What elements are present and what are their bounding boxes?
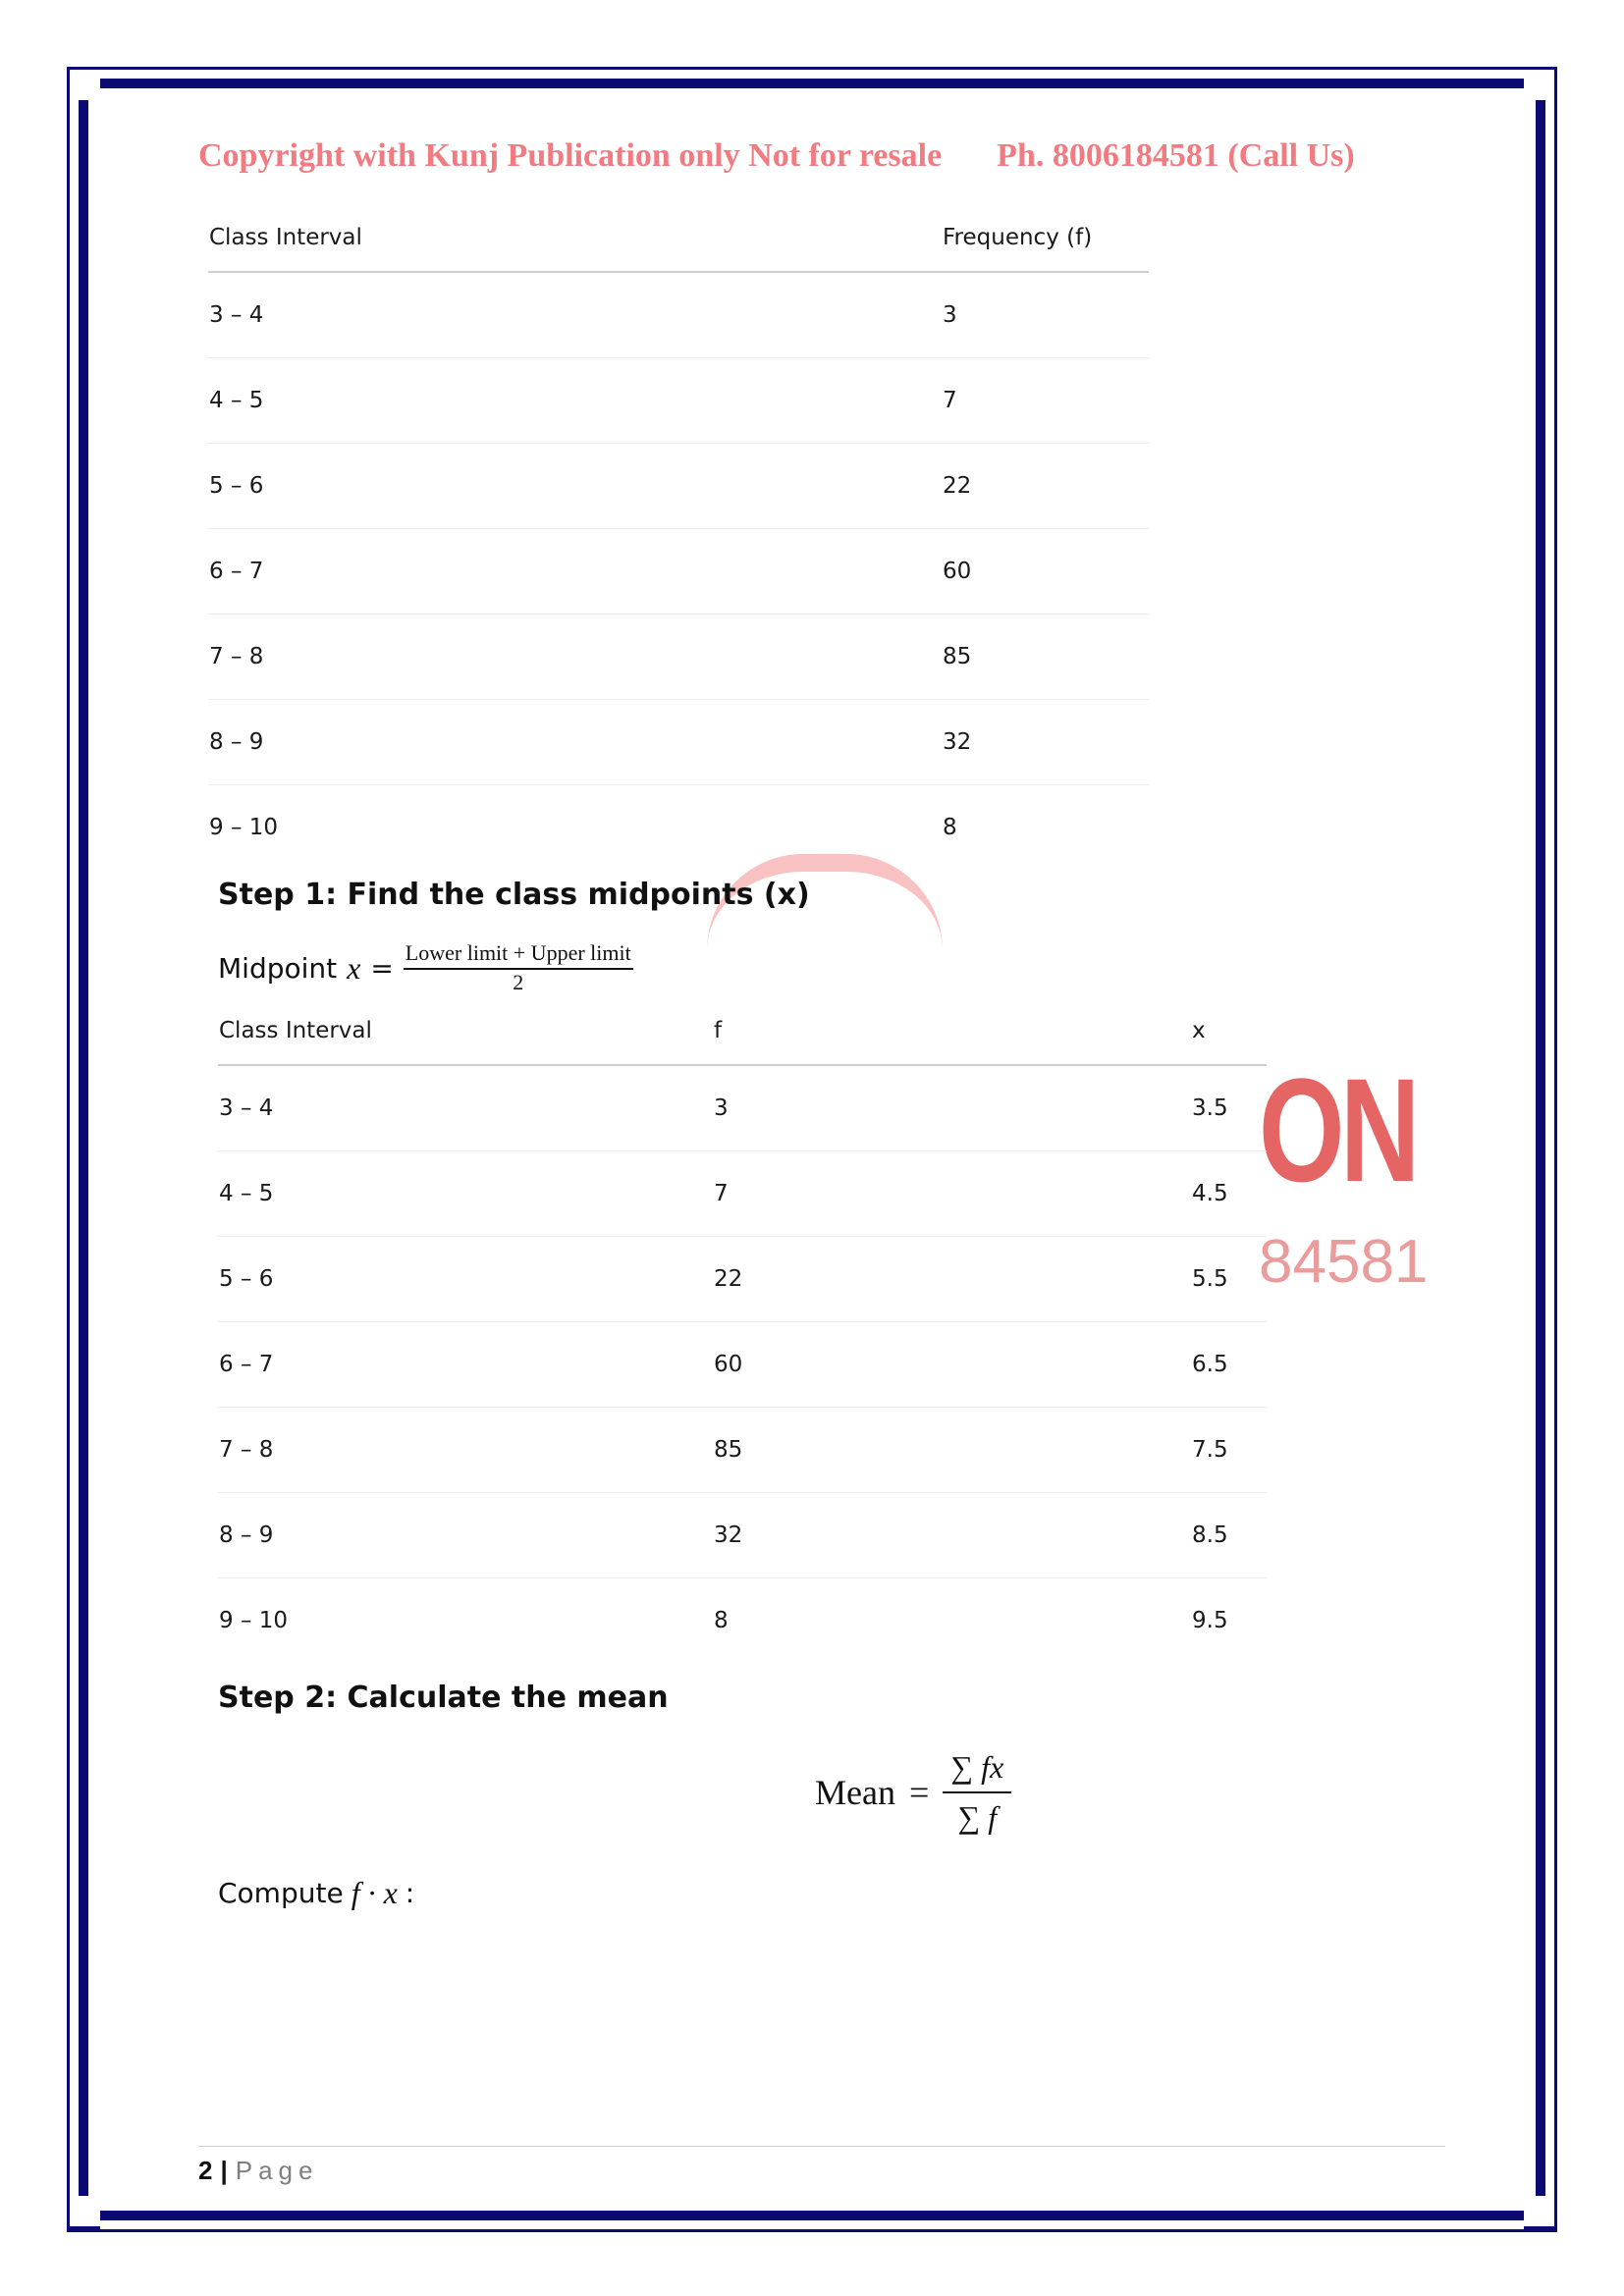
table-cell: 22 — [713, 1237, 1191, 1322]
frequency-table — [208, 204, 1149, 870]
midpoint-table — [218, 997, 1267, 1663]
table-cell: 60 — [713, 1322, 1191, 1408]
table-cell: 6.5 — [1191, 1322, 1267, 1408]
copyright-notice: Copyright with Kunj Publication only Not for resale — [198, 137, 943, 174]
midpoint-variable: x — [347, 949, 361, 986]
watermark-number: 84581 — [1259, 1228, 1429, 1296]
compute-line — [218, 1875, 414, 1911]
fraction-denominator: 2 — [513, 970, 524, 994]
table-row — [208, 614, 1149, 700]
page-word: Page — [235, 2156, 319, 2185]
table-cell: 6 – 7 — [218, 1322, 713, 1408]
table-cell: 4 – 5 — [218, 1151, 713, 1237]
table-cell: 5 – 6 — [208, 444, 942, 529]
compute-label: Compute — [218, 1877, 344, 1909]
table-cell: 9 – 10 — [219, 1608, 289, 1633]
border-corner — [67, 2196, 100, 2229]
table-header-row — [218, 997, 1267, 1065]
table-cell: 7 — [713, 1151, 1191, 1237]
table-cell: 7.5 — [1191, 1408, 1267, 1493]
column-header: Class Interval — [218, 997, 713, 1065]
table-cell: 32 — [942, 700, 1149, 785]
footer-divider — [198, 2146, 1445, 2147]
table-row — [208, 529, 1149, 614]
table-cell: 3.5 — [1191, 1065, 1267, 1151]
midpoint-fraction — [404, 940, 633, 995]
column-header: Frequency (f) — [942, 204, 1149, 272]
compute-expression: f · x — [351, 1875, 398, 1910]
fraction-denominator: ∑ f — [957, 1799, 998, 1835]
table-cell: 5.5 — [1191, 1237, 1267, 1322]
table-row — [218, 1065, 1267, 1151]
table-cell: 85 — [942, 614, 1149, 700]
table-cell: 8.5 — [1191, 1493, 1267, 1578]
table-cell: 4.5 — [1191, 1151, 1267, 1237]
table-cell: 7 – 8 — [218, 1408, 713, 1493]
table-cell: 32 — [713, 1493, 1191, 1578]
midpoint-label: Midpoint — [218, 951, 338, 985]
border-corner — [67, 67, 100, 100]
equals-sign: = — [370, 951, 394, 985]
table-cell: 3 — [942, 272, 1149, 358]
page-footer — [198, 2156, 318, 2186]
table-row — [208, 444, 1149, 529]
border-corner — [1524, 2196, 1557, 2229]
table-row — [218, 1322, 1267, 1408]
table-cell: 3 – 4 — [218, 1065, 713, 1151]
table-header-row — [208, 204, 1149, 272]
border-corner — [1524, 67, 1557, 100]
table-row — [218, 1578, 1267, 1664]
mean-label: Mean — [815, 1773, 895, 1812]
watermark-logo-text: ON — [1259, 1047, 1416, 1212]
table-cell: 85 — [713, 1408, 1191, 1493]
midpoint-formula — [218, 940, 633, 995]
table-row — [208, 358, 1149, 444]
page-header — [198, 137, 1435, 175]
table-row — [208, 700, 1149, 785]
table-cell: 9.5 — [1192, 1608, 1228, 1633]
table-row — [218, 1237, 1267, 1322]
table-cell: 22 — [942, 444, 1149, 529]
table-cell: 6 – 7 — [208, 529, 942, 614]
equals-sign: = — [908, 1773, 930, 1812]
table-cell: 9 – 10 — [209, 815, 279, 840]
table-cell: 8 — [714, 1608, 729, 1633]
step2-heading: Step 2: Calculate the mean — [218, 1681, 669, 1715]
table-cell: 8 — [943, 815, 957, 840]
mean-fraction — [943, 1749, 1011, 1836]
table-row — [218, 1151, 1267, 1237]
column-header: f — [713, 997, 1191, 1065]
table-cell: 3 – 4 — [208, 272, 942, 358]
compute-colon: : — [405, 1877, 415, 1909]
column-header: Class Interval — [208, 204, 942, 272]
table-row — [208, 785, 1149, 871]
table-cell: 8 – 9 — [218, 1493, 713, 1578]
column-header: x — [1191, 997, 1267, 1065]
table-cell: 5 – 6 — [218, 1237, 713, 1322]
mean-formula — [815, 1749, 1011, 1836]
fraction-numerator: Lower limit + Upper limit — [404, 940, 633, 970]
table-row — [218, 1408, 1267, 1493]
table-cell: 3 — [713, 1065, 1191, 1151]
table-cell: 60 — [942, 529, 1149, 614]
table-cell: 8 – 9 — [208, 700, 942, 785]
fraction-numerator: ∑ fx — [943, 1749, 1011, 1793]
page-number: 2 — [198, 2156, 213, 2185]
table-cell: 7 — [942, 358, 1149, 444]
contact-phone: Ph. 8006184581 (Call Us) — [997, 137, 1355, 174]
footer-separator: | — [220, 2156, 228, 2185]
table-row — [208, 272, 1149, 358]
table-cell: 7 – 8 — [208, 614, 942, 700]
table-cell: 4 – 5 — [208, 358, 942, 444]
table-row — [218, 1493, 1267, 1578]
step1-heading: Step 1: Find the class midpoints (x) — [218, 878, 810, 912]
